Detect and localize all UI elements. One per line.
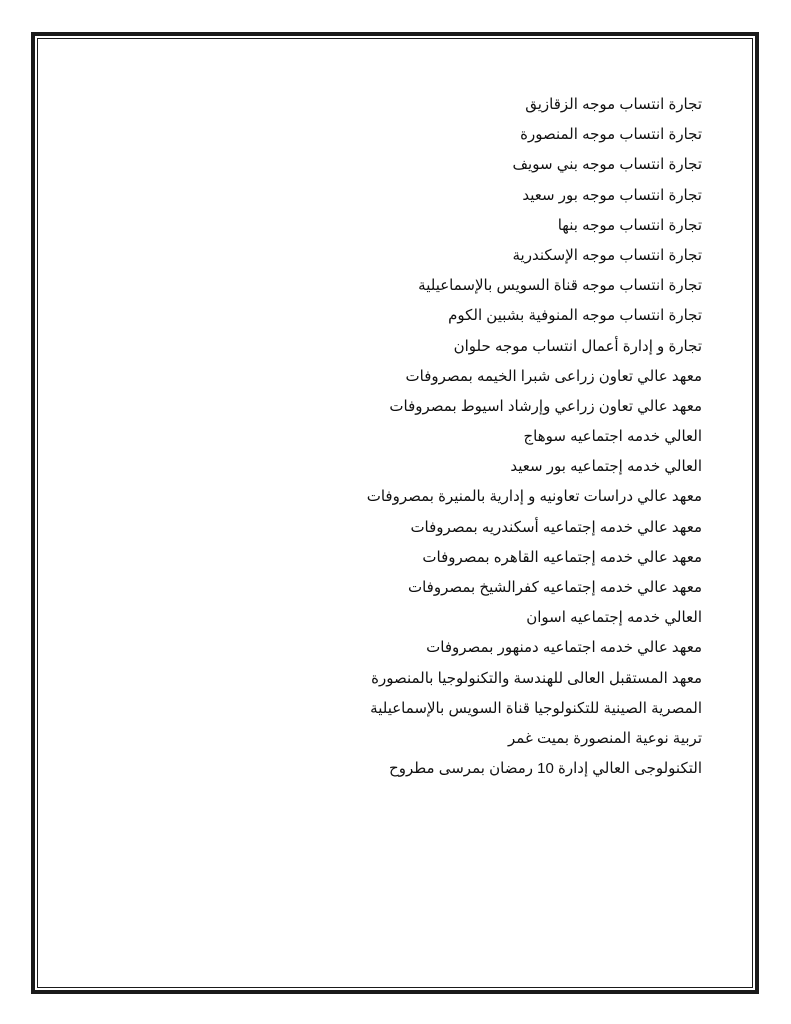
- list-item: معهد المستقبل العالى للهندسة والتكنولوجيا بالمنصورة: [371, 669, 702, 687]
- list-item: المصرية الصينية للتكنولوجيا قناة السويس بالإسماعيلية: [370, 699, 702, 717]
- list-item: معهد عالي خدمه اجتماعيه دمنهور بمصروفات: [426, 639, 702, 657]
- institutes-list: [282, 90, 702, 784]
- list-item: معهد عالي خدمه إجتماعيه القاهره بمصروفات: [422, 548, 702, 566]
- list-item: العالي خدمه إجتماعيه اسوان: [526, 609, 702, 627]
- list-item: تجارة انتساب موجه الإسكندرية: [512, 246, 702, 264]
- list-item: تجارة انتساب موجه بور سعيد: [522, 186, 702, 204]
- list-item: العالي خدمه إجتماعيه بور سعيد: [510, 458, 702, 476]
- list-item: تجارة انتساب موجه المنصورة: [520, 126, 702, 144]
- list-item: تجارة انتساب موجه قناة السويس بالإسماعيلية: [418, 277, 702, 295]
- list-item: تجارة انتساب موجه المنوفية بشبين الكوم: [448, 307, 702, 325]
- list-item: معهد عالي تعاون زراعى شبرا الخيمه بمصروفات: [405, 367, 702, 385]
- list-item: التكنولوجى العالي إدارة 10 رمضان بمرسى مطروح: [389, 760, 702, 778]
- list-item: تجارة انتساب موجه بني سويف: [512, 156, 702, 174]
- list-item: تجارة انتساب موجه الزقازيق: [525, 96, 702, 113]
- list-item: معهد عالي خدمه إجتماعيه أسكندريه بمصروفات: [410, 518, 702, 536]
- list-item: معهد عالي خدمه إجتماعيه كفرالشيخ بمصروفات: [407, 579, 702, 596]
- list-item: تجارة انتساب موجه بنها: [557, 216, 702, 234]
- list-item: معهد عالي دراسات تعاونيه و إدارية بالمنيرة بمصروفات: [366, 488, 702, 506]
- list-item: العالي خدمه اجتماعيه سوهاج: [523, 428, 702, 446]
- list-item: تربية نوعية المنصورة بميت غمر: [508, 729, 702, 747]
- list-item: معهد عالي تعاون زراعي وإرشاد اسيوط بمصروفات: [389, 397, 702, 415]
- list-item: تجارة و إدارة أعمال انتساب موجه حلوان: [453, 337, 702, 355]
